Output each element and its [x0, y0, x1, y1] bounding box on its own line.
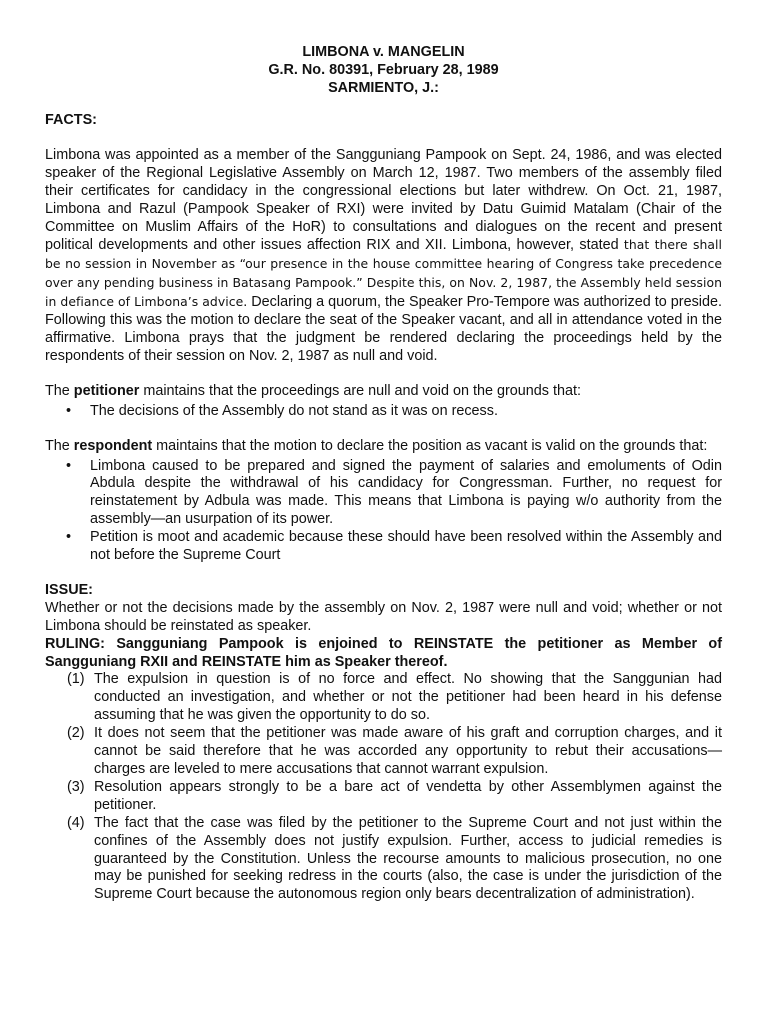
item-text: Resolution appears strongly to be a bare act of vendetta by other Assemblymen against the petitioner.	[94, 778, 722, 813]
list-item: • Limbona caused to be prepared and signed the payment of salaries and emoluments of Odin Abdula despite the withdrawal of his candidacy for Congressman. Further, no request for reinstatement by Adbula was made. This means that Limbona is paying w/o authority from the assembly—an usurpation of its power.	[45, 458, 722, 530]
case-title-block	[45, 44, 722, 98]
list-item: • Petition is moot and academic because these should have been resolved within the Assembly and not before the Supreme Court	[45, 529, 722, 565]
respondent-grounds	[45, 458, 722, 565]
list-item	[45, 671, 722, 725]
facts-text-a: Limbona was appointed as a member of the Sangguniang Pampook on Sept. 24, 1986, and was elected speaker of the Regional Legislative Assembly on March 12, 1987. Two members of the assembly filed their certificates for candidacy in the congressional elections but later withdrew. On Oct. 21, 1987, Limbona and Razul (Pampook Speaker of RXI) were invited by Datu Guimid Matalam (Chair of the Committee on Muslim Affairs of the HoR) to consultations and dialogues on the recent and present political developments and other issues affection RIX and XII. Limbona, however, stated	[45, 146, 722, 254]
respondent-intro	[45, 438, 722, 456]
item-text: The expulsion in question is of no force and effect. No showing that the Sanggunian had conducted an investigation, and whether or not the petitioner had been heard in his defense assuming that he was given the opportunity to do so.	[94, 671, 722, 724]
item-number: (2)	[67, 725, 85, 742]
issue-heading: ISSUE:	[45, 581, 93, 598]
respondent-lead: The	[45, 437, 74, 454]
petitioner-grounds	[45, 403, 722, 421]
petitioner-intro	[45, 383, 722, 401]
list-item	[45, 725, 722, 779]
case-name: LIMBONA v. MANGELIN	[302, 44, 465, 60]
item-number: (1)	[67, 671, 85, 688]
issue-text: Whether or not the decisions made by the assembly on Nov. 2, 1987 were null and void; whether or not Limbona should be reinstated as speaker.	[45, 599, 722, 634]
gr-number: G.R. No. 80391, February 28, 1989	[268, 62, 499, 78]
item-number: (3)	[67, 778, 85, 795]
facts-text-b: that there shall be no session in November as “our presence in the house committee hearing of Congress take precedence over any pending business in Batasang Pampook.” Despite this, on Nov. 2, 1987, the Assembly held session in defiance of Limbona’s advice	[45, 237, 722, 310]
petitioner-keyword: petitioner	[73, 382, 140, 399]
document-page	[45, 44, 722, 904]
item-text: It does not seem that the petitioner was made aware of his graft and corruption charges, and it cannot be said therefore that he was accorded any opportunity to rebut their accusations—charges are leveled to mere accusations that cannot warrant expulsion.	[94, 725, 722, 777]
respondent-keyword: respondent	[73, 437, 153, 454]
petitioner-rest: maintains that the proceedings are null and void on the grounds that:	[139, 382, 581, 399]
item-number: (4)	[67, 814, 85, 831]
list-item	[45, 779, 722, 815]
facts-paragraph	[45, 147, 722, 366]
ponente: SARMIENTO, J.:	[328, 80, 439, 96]
respondent-rest: maintains that the motion to declare the position as vacant is valid on the grounds that:	[152, 437, 708, 454]
petitioner-lead: The	[45, 382, 74, 399]
ruling-list	[45, 671, 722, 904]
item-text: The fact that the case was filed by the petitioner to the Supreme Court and not just within the confines of the Assembly does not justify expulsion. Further, access to judicial remedies is guaranteed by the Constitution. Unless the recourse amounts to malicious prosecution, no one may be punished for seeking redress in the courts (also, the case is under the jurisdiction of the Supreme Court because the autonomous region only bears decentralization of administration).	[94, 814, 722, 903]
list-item	[45, 815, 722, 905]
facts-text-c: . Declaring a quorum, the Speaker Pro-Tempore was authorized to preside. Following this was the motion to declare the seat of the Speaker vacant, and all in attendance voted in the affirmative. Limbona prays that the judgment be rendered declaring the proceedings held by the respondents of their session on Nov. 2, 1987 as null and void.	[45, 294, 722, 364]
ruling-text: RULING: Sangguniang Pampook is enjoined to REINSTATE the petitioner as Member of Sangguniang RXII and REINSTATE him as Speaker thereof.	[45, 635, 722, 670]
list-item: • The decisions of the Assembly do not stand as it was on recess.	[45, 403, 722, 421]
facts-heading: FACTS:	[45, 112, 97, 128]
